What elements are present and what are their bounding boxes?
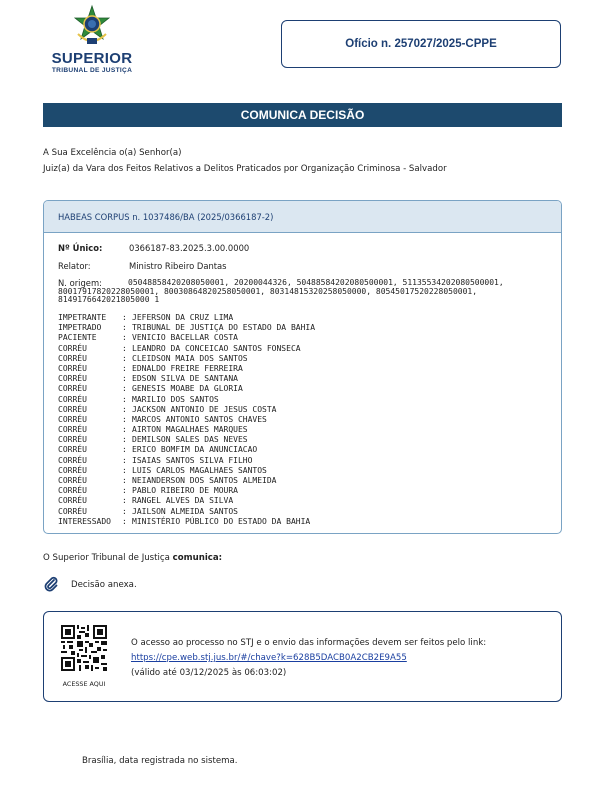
party-row xyxy=(58,384,315,394)
oficio-number: Ofício n. 257027/2025-CPPE xyxy=(345,38,497,50)
party-separator: : xyxy=(122,476,127,485)
party-name: RANGEL ALVES DA SILVA xyxy=(132,496,234,506)
party-role: CORRÉU xyxy=(58,486,87,496)
party-name: GENESIS MOABE DA GLORIA xyxy=(132,384,243,394)
party-separator: : xyxy=(122,394,127,404)
origem-line-1: 05048858420208050001, 20200044326, 50488584202080500001, 51135534202080500001, xyxy=(128,278,504,287)
party-separator: : xyxy=(122,414,127,424)
title-banner xyxy=(43,103,562,127)
party-role: CORRÉU xyxy=(58,425,87,435)
party-row xyxy=(58,333,315,343)
case-header xyxy=(44,201,561,233)
party-separator: : xyxy=(122,445,127,455)
origem-label: N. origem: xyxy=(58,278,102,288)
attachment-label[interactable]: Decisão anexa. xyxy=(71,580,137,590)
party-name: ISAIAS SANTOS SILVA FILHO xyxy=(132,455,253,465)
party-separator: : xyxy=(122,363,127,373)
party-name: VENICIO BACELLAR COSTA xyxy=(132,333,238,343)
case-title: HABEAS CORPUS n. 1037486/BA (2025/0366187-2) xyxy=(58,211,274,222)
party-role: CORRÉU xyxy=(58,394,87,404)
party-name: NEIANDERSON DOS SANTOS ALMEIDA xyxy=(132,476,277,485)
party-separator: : xyxy=(122,516,127,526)
party-separator: : xyxy=(122,404,127,414)
comunica-prefix: O Superior Tribunal de Justiça xyxy=(43,553,173,563)
qr-code-icon[interactable] xyxy=(61,625,107,671)
party-role: CORRÉU xyxy=(58,363,87,373)
party-name: MINISTÉRIO PÚBLICO DO ESTADO DA BAHIA xyxy=(132,516,311,526)
party-separator: : xyxy=(122,486,127,496)
recipient-line-2: Juiz(a) da Vara dos Feitos Relativos a Delitos Praticados por Organização Criminosa - Salvador xyxy=(43,164,447,174)
paperclip-icon[interactable] xyxy=(43,576,59,592)
party-row xyxy=(58,456,315,466)
party-row xyxy=(58,486,315,496)
party-separator: : xyxy=(122,323,127,333)
numero-row xyxy=(58,243,249,253)
party-role: CORRÉU xyxy=(58,374,87,384)
party-name: AIRTON MAGALHAES MARQUES xyxy=(132,425,248,435)
party-row xyxy=(58,476,315,486)
party-role: PACIENTE xyxy=(58,333,97,343)
party-role: INTERESSADO xyxy=(58,516,111,526)
access-box xyxy=(43,611,562,702)
party-role: CORRÉU xyxy=(58,414,87,424)
relator-row xyxy=(58,261,227,271)
origem-line-2: 80017917820228050001, 80030864820258050001, 80314815320258050000, 80545017520228050001, xyxy=(58,286,478,296)
party-row xyxy=(58,313,315,323)
party-row xyxy=(58,415,315,425)
party-row xyxy=(58,496,315,506)
party-row xyxy=(58,425,315,435)
link-validity: (válido até 03/12/2025 às 06:03:02) xyxy=(131,668,287,678)
numero-value: 0366187-83.2025.3.00.0000 xyxy=(129,243,250,253)
party-role: CORRÉU xyxy=(58,476,87,485)
party-role: CORRÉU xyxy=(58,465,87,475)
logo-subtitle: TRIBUNAL DE JUSTIÇA xyxy=(51,67,133,74)
party-name: MARILIO DOS SANTOS xyxy=(132,394,219,404)
party-name: TRIBUNAL DE JUSTIÇA DO ESTADO DA BAHIA xyxy=(132,323,316,333)
party-separator: : xyxy=(122,496,127,506)
party-role: CORRÉU xyxy=(58,445,87,455)
banner-title: COMUNICA DECISÃO xyxy=(240,108,365,122)
relator-label: Relator: xyxy=(58,261,91,271)
access-instructions: O acesso ao processo no STJ e o envio das informações devem ser feitos pelo link: xyxy=(131,638,487,648)
qr-label: ACESSE AQUI xyxy=(62,680,106,688)
footer-text: Brasília, data registrada no sistema. xyxy=(82,756,238,766)
logo-name: SUPERIOR xyxy=(51,50,133,67)
party-row xyxy=(58,364,315,374)
party-separator: : xyxy=(122,435,127,445)
party-row xyxy=(58,435,315,445)
party-separator: : xyxy=(122,313,127,322)
party-role: CORRÉU xyxy=(58,384,87,394)
party-name: JAILSON ALMEIDA SANTOS xyxy=(132,506,238,516)
party-separator: : xyxy=(122,333,127,343)
party-name: MARCOS ANTONIO SANTOS CHAVES xyxy=(132,414,267,424)
party-separator: : xyxy=(122,384,127,394)
oficio-box xyxy=(281,20,561,68)
relator-value: Ministro Ribeiro Dantas xyxy=(129,261,227,271)
party-name: ERICO BOMFIM DA ANUNCIACAO xyxy=(132,445,258,455)
party-name: JEFERSON DA CRUZ LIMA xyxy=(132,313,234,322)
party-role: CORRÉU xyxy=(58,496,87,506)
party-role: CORRÉU xyxy=(58,506,87,516)
recipient-line-1: A Sua Excelência o(a) Senhor(a) xyxy=(43,148,182,158)
access-link[interactable]: https://cpe.web.stj.jus.br/#/chave?k=628B5DACB0A2CB2E9A55 xyxy=(131,653,407,663)
party-row xyxy=(58,344,315,354)
comunica-statement xyxy=(43,553,222,563)
party-name: DEMILSON SALES DAS NEVES xyxy=(132,435,248,445)
case-panel xyxy=(43,200,562,534)
party-role: CORRÉU xyxy=(58,455,87,465)
party-row xyxy=(58,466,315,476)
party-name: EDNALDO FREIRE FERREIRA xyxy=(132,363,243,373)
party-separator: : xyxy=(122,465,127,475)
party-row xyxy=(58,405,315,415)
comunica-bold: comunica: xyxy=(172,553,223,563)
party-separator: : xyxy=(122,374,127,384)
party-separator: : xyxy=(122,353,127,363)
coat-of-arms-icon xyxy=(70,4,114,48)
party-separator: : xyxy=(122,455,127,465)
parties-list xyxy=(58,313,315,527)
party-row xyxy=(58,507,315,517)
party-row xyxy=(58,354,315,364)
numero-label: Nº Único: xyxy=(58,243,103,253)
party-name: CLEIDSON MAIA DOS SANTOS xyxy=(132,353,248,363)
party-row xyxy=(58,374,315,384)
party-role: IMPETRADO xyxy=(58,323,102,333)
party-row xyxy=(58,323,315,333)
party-role: CORRÉU xyxy=(58,343,87,353)
party-role: CORRÉU xyxy=(58,404,87,414)
party-name: PABLO RIBEIRO DE MOURA xyxy=(132,486,238,496)
party-name: JACKSON ANTONIO DE JESUS COSTA xyxy=(132,404,277,414)
origem-line-3: 8149176642021805000 1 xyxy=(58,295,160,305)
party-role: CORRÉU xyxy=(58,353,87,363)
party-separator: : xyxy=(122,506,127,516)
party-row xyxy=(58,517,315,527)
party-name: LUIS CARLOS MAGALHAES SANTOS xyxy=(132,465,267,475)
party-row xyxy=(58,395,315,405)
origem-block xyxy=(58,278,504,305)
party-separator: : xyxy=(122,425,127,435)
stj-logo xyxy=(44,4,140,74)
party-row xyxy=(58,445,315,455)
party-name: EDSON SILVA DE SANTANA xyxy=(132,374,238,384)
party-role: CORRÉU xyxy=(58,435,87,445)
party-separator: : xyxy=(122,343,127,353)
party-role: IMPETRANTE xyxy=(58,313,107,322)
party-name: LEANDRO DA CONCEICAO SANTOS FONSECA xyxy=(132,343,301,353)
